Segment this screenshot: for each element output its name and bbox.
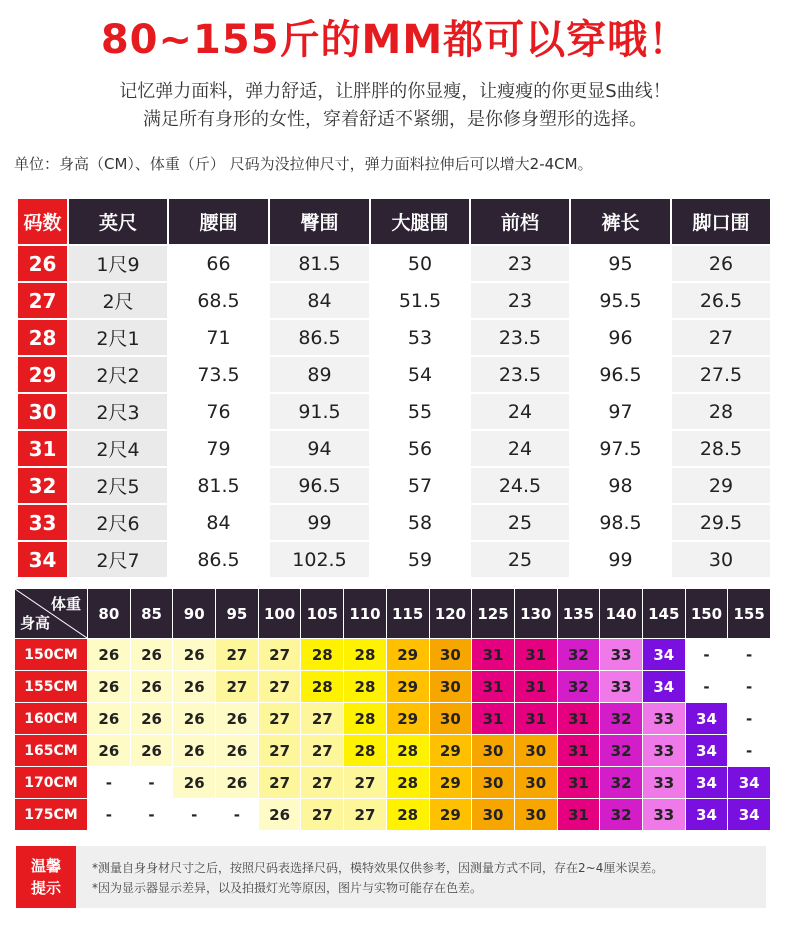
size-cell: 26 xyxy=(130,671,173,703)
size-cell: - xyxy=(130,799,173,831)
chi-cell: 2尺4 xyxy=(68,430,168,467)
tips-text xyxy=(92,858,663,898)
size-cell: 30 xyxy=(514,799,557,831)
size-cell: 28 xyxy=(386,799,429,831)
size-chart-table xyxy=(16,197,772,579)
measure-cell: 30 xyxy=(671,541,771,578)
size-cell: 26 xyxy=(88,703,131,735)
weight-height-table xyxy=(14,588,771,831)
measure-cell: 25 xyxy=(470,504,570,541)
height-row xyxy=(15,799,771,831)
size-cell: 30 xyxy=(514,767,557,799)
measure-cell: 26 xyxy=(671,245,771,282)
size-cell: 32 xyxy=(557,639,600,671)
measure-cell: 99 xyxy=(570,541,671,578)
size-cell: 34 xyxy=(685,735,728,767)
weight-header-cell: 95 xyxy=(216,589,259,639)
size-cell: 31 xyxy=(557,767,600,799)
measure-cell: 57 xyxy=(370,467,470,504)
size-cell: 27 xyxy=(301,767,344,799)
measure-cell: 27 xyxy=(671,319,771,356)
measure-cell: 54 xyxy=(370,356,470,393)
size-cell: 27 xyxy=(258,703,301,735)
size-cell: 27 xyxy=(258,639,301,671)
height-row xyxy=(15,671,771,703)
size-label: 27 xyxy=(17,282,68,319)
measure-cell: 95 xyxy=(570,245,671,282)
corner-weight-label: 体重 xyxy=(50,595,81,613)
measure-cell: 51.5 xyxy=(370,282,470,319)
measure-cell: 86.5 xyxy=(168,541,269,578)
size-cell: - xyxy=(88,767,131,799)
weight-header-cell: 135 xyxy=(557,589,600,639)
measure-cell: 29.5 xyxy=(671,504,771,541)
tips-panel xyxy=(16,846,766,908)
header-size: 码数 xyxy=(17,198,68,245)
size-cell: 27 xyxy=(258,767,301,799)
measure-cell: 81.5 xyxy=(269,245,370,282)
height-row xyxy=(15,767,771,799)
chi-cell: 2尺 xyxy=(68,282,168,319)
height-row xyxy=(15,735,771,767)
size-cell: 31 xyxy=(472,703,515,735)
size-cell: 33 xyxy=(642,767,685,799)
size-cell: 32 xyxy=(600,767,643,799)
weight-header-cell: 90 xyxy=(173,589,216,639)
size-cell: 26 xyxy=(258,799,301,831)
header-hip: 臀围 xyxy=(269,198,370,245)
size-cell: 30 xyxy=(472,799,515,831)
size-row xyxy=(17,282,771,319)
measure-cell: 97 xyxy=(570,393,671,430)
size-cell: 28 xyxy=(301,639,344,671)
header-waist: 腰围 xyxy=(168,198,269,245)
tips-badge xyxy=(16,846,76,908)
height-label: 160CM xyxy=(15,703,88,735)
size-cell: - xyxy=(88,799,131,831)
page-title: 80~155斤的MM都可以穿哦！ xyxy=(100,17,690,63)
header-hem: 脚口围 xyxy=(671,198,771,245)
measure-cell: 102.5 xyxy=(269,541,370,578)
size-cell: 26 xyxy=(130,639,173,671)
size-cell: - xyxy=(728,639,771,671)
chi-cell: 2尺2 xyxy=(68,356,168,393)
size-cell: 34 xyxy=(685,799,728,831)
height-label: 155CM xyxy=(15,671,88,703)
size-cell: 30 xyxy=(429,639,472,671)
size-cell: 32 xyxy=(600,703,643,735)
size-label: 33 xyxy=(17,504,68,541)
size-cell: 32 xyxy=(557,671,600,703)
measure-cell: 24.5 xyxy=(470,467,570,504)
weight-header-cell: 120 xyxy=(429,589,472,639)
size-cell: 28 xyxy=(344,639,387,671)
size-cell: 34 xyxy=(728,767,771,799)
measure-cell: 71 xyxy=(168,319,269,356)
measure-cell: 96.5 xyxy=(570,356,671,393)
size-cell: 29 xyxy=(386,703,429,735)
size-cell: 29 xyxy=(429,767,472,799)
unit-note: 单位：身高（CM）、体重（斤） 尺码为没拉伸尺寸，弹力面料拉伸后可以增大2-4CM。 xyxy=(14,155,593,173)
subtitle-line-1: 记忆弹力面料，弹力舒适，让胖胖的你显瘦，让瘦瘦的你更显S曲线！ xyxy=(119,81,671,102)
height-row xyxy=(15,639,771,671)
measure-cell: 76 xyxy=(168,393,269,430)
size-row xyxy=(17,541,771,578)
measure-cell: 86.5 xyxy=(269,319,370,356)
measure-cell: 79 xyxy=(168,430,269,467)
size-cell: 27 xyxy=(258,735,301,767)
measure-cell: 55 xyxy=(370,393,470,430)
size-row xyxy=(17,504,771,541)
size-cell: 28 xyxy=(344,671,387,703)
measure-cell: 98 xyxy=(570,467,671,504)
size-label: 30 xyxy=(17,393,68,430)
measure-cell: 23 xyxy=(470,282,570,319)
weight-header-cell: 110 xyxy=(344,589,387,639)
size-cell: 33 xyxy=(642,735,685,767)
measure-cell: 96 xyxy=(570,319,671,356)
chi-cell: 2尺1 xyxy=(68,319,168,356)
measure-cell: 98.5 xyxy=(570,504,671,541)
size-cell: 26 xyxy=(88,639,131,671)
size-row xyxy=(17,393,771,430)
tips-line-1: *测量自身身材尺寸之后，按照尺码表选择尺码，模特效果仅供参考，因测量方式不同，存在2~4厘米误差。 xyxy=(92,861,664,875)
measure-cell: 97.5 xyxy=(570,430,671,467)
size-cell: 34 xyxy=(642,639,685,671)
size-cell: 26 xyxy=(173,767,216,799)
size-cell: 29 xyxy=(386,639,429,671)
measure-cell: 27.5 xyxy=(671,356,771,393)
weight-header-cell: 130 xyxy=(514,589,557,639)
size-label: 28 xyxy=(17,319,68,356)
size-cell: 30 xyxy=(472,767,515,799)
size-cell: 31 xyxy=(472,639,515,671)
size-cell: 27 xyxy=(344,767,387,799)
size-row xyxy=(17,356,771,393)
measure-cell: 24 xyxy=(470,393,570,430)
measure-cell: 56 xyxy=(370,430,470,467)
height-row xyxy=(15,703,771,735)
size-label: 26 xyxy=(17,245,68,282)
size-cell: 27 xyxy=(216,639,259,671)
weight-header-cell: 105 xyxy=(301,589,344,639)
size-cell: 27 xyxy=(301,735,344,767)
height-label: 150CM xyxy=(15,639,88,671)
size-cell: - xyxy=(728,703,771,735)
corner-cell xyxy=(15,589,88,639)
size-cell: 31 xyxy=(514,703,557,735)
size-cell: 31 xyxy=(557,799,600,831)
size-cell: - xyxy=(216,799,259,831)
size-row xyxy=(17,245,771,282)
size-cell: 29 xyxy=(386,671,429,703)
weight-header-cell: 115 xyxy=(386,589,429,639)
size-cell: 29 xyxy=(429,799,472,831)
measure-cell: 81.5 xyxy=(168,467,269,504)
tips-line-2: *因为显示器显示差异，以及拍摄灯光等原因，图片与实物可能存在色差。 xyxy=(92,881,483,895)
size-cell: - xyxy=(130,767,173,799)
size-cell: 30 xyxy=(514,735,557,767)
chi-cell: 2尺5 xyxy=(68,467,168,504)
measure-cell: 24 xyxy=(470,430,570,467)
size-cell: 27 xyxy=(216,671,259,703)
size-cell: 31 xyxy=(514,639,557,671)
size-cell: 27 xyxy=(301,799,344,831)
size-cell: 33 xyxy=(600,671,643,703)
weight-header-row xyxy=(15,589,771,639)
size-cell: - xyxy=(728,671,771,703)
size-cell: 33 xyxy=(642,799,685,831)
size-cell: 33 xyxy=(600,639,643,671)
weight-header-cell: 150 xyxy=(685,589,728,639)
height-label: 170CM xyxy=(15,767,88,799)
size-cell: 30 xyxy=(429,671,472,703)
corner-height-label: 身高 xyxy=(20,614,51,632)
weight-header-cell: 145 xyxy=(642,589,685,639)
size-cell: 32 xyxy=(600,735,643,767)
size-cell: 26 xyxy=(173,735,216,767)
weight-header-cell: 140 xyxy=(600,589,643,639)
chi-cell: 2尺3 xyxy=(68,393,168,430)
chi-cell: 1尺9 xyxy=(68,245,168,282)
size-cell: 30 xyxy=(429,703,472,735)
size-row xyxy=(17,467,771,504)
measure-cell: 29 xyxy=(671,467,771,504)
subtitle-line-2: 满足所有身形的女性，穿着舒适不紧绷，是你修身塑形的选择。 xyxy=(143,109,647,130)
size-cell: 26 xyxy=(130,735,173,767)
measure-cell: 28.5 xyxy=(671,430,771,467)
size-cell: 26 xyxy=(88,735,131,767)
measure-cell: 23.5 xyxy=(470,319,570,356)
size-cell: 32 xyxy=(600,799,643,831)
size-label: 31 xyxy=(17,430,68,467)
measure-cell: 94 xyxy=(269,430,370,467)
header-front-rise: 前档 xyxy=(470,198,570,245)
size-cell: 28 xyxy=(301,671,344,703)
size-cell: 34 xyxy=(685,703,728,735)
size-label: 34 xyxy=(17,541,68,578)
size-cell: 31 xyxy=(514,671,557,703)
size-cell: - xyxy=(173,799,216,831)
measure-cell: 25 xyxy=(470,541,570,578)
chi-cell: 2尺6 xyxy=(68,504,168,541)
size-cell: 30 xyxy=(472,735,515,767)
size-cell: 34 xyxy=(728,799,771,831)
size-row xyxy=(17,430,771,467)
weight-header-cell: 155 xyxy=(728,589,771,639)
size-cell: - xyxy=(685,671,728,703)
size-cell: 26 xyxy=(216,735,259,767)
measure-cell: 73.5 xyxy=(168,356,269,393)
measure-cell: 23 xyxy=(470,245,570,282)
header-chi: 英尺 xyxy=(68,198,168,245)
size-cell: 34 xyxy=(685,767,728,799)
size-cell: 27 xyxy=(258,671,301,703)
measure-cell: 68.5 xyxy=(168,282,269,319)
measure-cell: 59 xyxy=(370,541,470,578)
measure-cell: 50 xyxy=(370,245,470,282)
size-cell: 26 xyxy=(216,767,259,799)
measure-cell: 96.5 xyxy=(269,467,370,504)
weight-header-cell: 125 xyxy=(472,589,515,639)
measure-cell: 95.5 xyxy=(570,282,671,319)
size-row xyxy=(17,319,771,356)
measure-cell: 66 xyxy=(168,245,269,282)
size-cell: - xyxy=(685,639,728,671)
size-cell: 28 xyxy=(386,735,429,767)
height-label: 165CM xyxy=(15,735,88,767)
tips-badge-line-1: 温馨 xyxy=(30,857,61,875)
size-cell: 26 xyxy=(130,703,173,735)
measure-cell: 91.5 xyxy=(269,393,370,430)
size-cell: 26 xyxy=(216,703,259,735)
measure-cell: 58 xyxy=(370,504,470,541)
height-label: 175CM xyxy=(15,799,88,831)
measure-cell: 89 xyxy=(269,356,370,393)
measure-cell: 26.5 xyxy=(671,282,771,319)
size-cell: 28 xyxy=(344,703,387,735)
chi-cell: 2尺7 xyxy=(68,541,168,578)
size-cell: 27 xyxy=(344,799,387,831)
size-cell: - xyxy=(728,735,771,767)
size-cell: 26 xyxy=(88,671,131,703)
size-cell: 28 xyxy=(344,735,387,767)
size-cell: 34 xyxy=(642,671,685,703)
size-cell: 26 xyxy=(173,703,216,735)
size-label: 32 xyxy=(17,467,68,504)
size-cell: 28 xyxy=(386,767,429,799)
measure-cell: 84 xyxy=(269,282,370,319)
weight-header-cell: 80 xyxy=(88,589,131,639)
measure-cell: 23.5 xyxy=(470,356,570,393)
size-cell: 26 xyxy=(173,671,216,703)
size-cell: 31 xyxy=(557,703,600,735)
size-label: 29 xyxy=(17,356,68,393)
size-cell: 31 xyxy=(557,735,600,767)
measure-cell: 99 xyxy=(269,504,370,541)
header-thigh: 大腿围 xyxy=(370,198,470,245)
header-length: 裤长 xyxy=(570,198,671,245)
size-cell: 33 xyxy=(642,703,685,735)
size-chart-header-row xyxy=(17,198,771,245)
weight-header-cell: 100 xyxy=(258,589,301,639)
size-cell: 27 xyxy=(301,703,344,735)
weight-header-cell: 85 xyxy=(130,589,173,639)
measure-cell: 84 xyxy=(168,504,269,541)
size-cell: 31 xyxy=(472,671,515,703)
size-cell: 26 xyxy=(173,639,216,671)
size-cell: 29 xyxy=(429,735,472,767)
measure-cell: 28 xyxy=(671,393,771,430)
tips-badge-line-2: 提示 xyxy=(30,879,61,897)
measure-cell: 53 xyxy=(370,319,470,356)
